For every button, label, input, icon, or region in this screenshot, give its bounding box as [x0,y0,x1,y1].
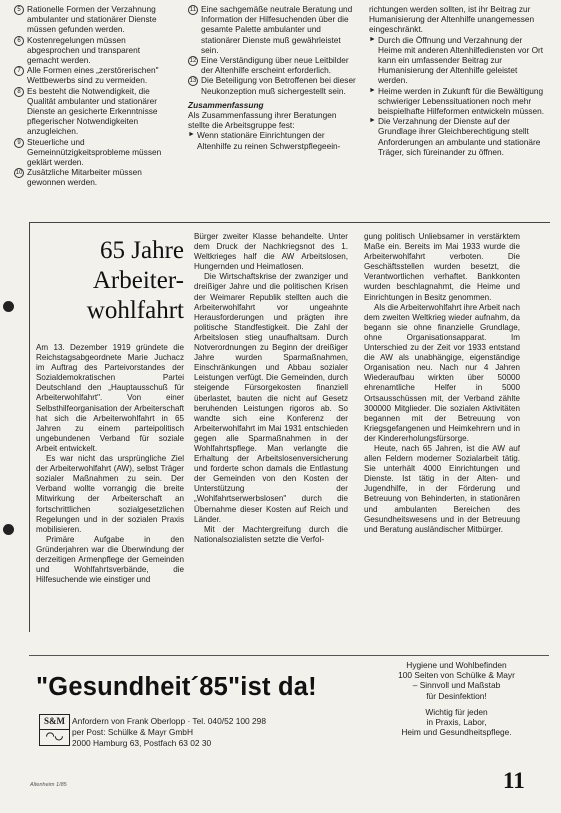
ad-tagline-line: 100 Seiten von Schülke & Mayr [398,670,515,681]
ad-tagline-line: Heim und Gesundheitspflege. [401,727,512,738]
article-title: 65 Jahre Arbeiter- wohlfahrt [86,237,184,324]
ad-tagline-line: Hygiene und Wohlbefinden [406,660,507,670]
item-text: Eine Verständigung über neue Leitbilder der Altenhilfe erscheint erforderlich. [201,55,349,76]
item-text: Die Beteiligung von Betroffenen bei dieser Neukonzeption muß sichergestellt sein. [201,75,356,96]
top-column-3 [369,4,545,157]
numbered-item [188,4,356,55]
top-column-1 [14,4,172,188]
arrow-item: ► Heime werden in Zukunft für die Bewältigung schwieriger Lebenssituationen noch mehr beispielhafte Hilfeformen entwickeln müssen. [369,86,545,117]
col3-lead: richtungen werden sollten, ist ihr Beitrag zur Humanisierung der Altenhilfe unangemessen eingeschränkt. [369,4,535,35]
numbered-item [14,137,172,168]
item-number-badge: 6 [14,36,24,46]
article-column-3 [364,232,520,535]
ad-tagline-line: Wichtig für jeden [425,706,488,717]
numbered-item [14,86,172,137]
item-number-badge: 8 [14,87,24,97]
item-number-badge: 9 [14,138,24,148]
article-paragraph: gung politisch Unliebsamer in verstärktem Maße ein. Bereits im Mai 1933 wurde die Arbeiterwohlfahrt verboten. Die Geschäftsstellen wurden besetzt, die Verantwortlichen verhaftet. Bankkonten wurden beschlagnahmt, die Heime und Einrichtungen in Besitz genommen. [364,232,520,302]
item-text: Es besteht die Notwendigkeit, die Qualität ambulanter und stationärer Dienste an gesicherte Erkenntnisse pflegerischer Notwendigkeiten anzugleichen. [27,85,158,137]
punch-hole [3,301,14,312]
summary-intro: Als Zusammenfassung ihrer Beratungen stellte die Arbeitsgruppe fest: [188,110,337,131]
article-paragraph: Bürger zweiter Klasse behandelte. Unter dem Druck der Nachkriegsnot des 1. Weltkrieges half die AW Arbeitslosen, Hungernden und Heimatlosen. [194,232,348,272]
article-paragraph: Die Wirtschaftskrise der zwanziger und dreißiger Jahre und die politischen Krisen der Weimarer Republik stellten auch die Arbeiterwohlfahrt vor ungeahnte Herausforderungen und prägten ihre politische Standfestigkeit. Die Zahl der Arbeitslosen stieg unaufhaltsam. Durch Notverordnungen zu Beginn der dreißiger Jahre wurden Sparmaßnahmen, Einschränkungen und Abbau sozialer Leistungen verfügt. Die Gemeinden, durch steigende Fürsorgekosten finanziell überlastet, bauten die nicht auf Gesetz beruhenden Leistungen rigoros ab. So wandte sich eine Konferenz der Arbeiterwohlfahrt im Mai 1931 entschieden gegen alle Sparmaßnahmen in der Wohlfahrtspflege. Man verlangte die Erhaltung der Arbeitslosenversicherung und forderte schon damals die Entlastung der Gemeinden von den Kosten der Unterstützung der „Wohlfahrtserwerbslosen" durch die Übernahme dieser Kosten auf Reich und Länder. [194,272,348,524]
numbered-item [188,75,356,95]
item-text: Eine sachgemäße neutrale Beratung und Information der Hilfesuchenden über die gesamte Palette ambulanter und stationärer Dienste muß gewährleistet sein. [201,4,353,55]
ad-tagline [369,660,544,737]
top-column-2 [188,4,356,151]
ad-tagline-line: – Sinnvoll und Maßstab [412,680,501,691]
numbered-item [14,167,172,187]
schuelke-mayr-logo: S&M ◠◡ [39,714,70,746]
arrow-item: ► Durch die Öffnung und Verzahnung der Heime mit anderen Altenhilfediensten vor Ort kann ein umfassender Beitrag zur Humanisierung der Altenhilfe geleistet werden. [369,35,545,86]
ad-contact [72,716,266,748]
punch-hole [3,524,14,535]
numbered-item [14,65,172,85]
item-text: Kostenregelungen müssen abgesprochen und transparent gemacht werden. [27,34,141,66]
item-number-badge: 12 [189,58,197,65]
ad-headline: "Gesundheit´85"ist da! [36,673,317,701]
ad-tagline-line: für Desinfektion! [426,690,487,701]
item-text: Rationelle Formen der Verzahnung ambulanter und stationärer Dienste müssen gefunden werden. [27,4,157,35]
item-text: Alle Formen eines „zerstörerischen" Wettbewerbs sind zu vermeiden. [27,65,159,86]
article-column-1 [36,343,184,585]
numbered-item [14,35,172,66]
item-number-badge: 5 [14,5,24,15]
article-paragraph: Mit der Machtergreifung durch die Nationalsozialisten setzte die Verfol- [194,524,348,544]
numbered-item [188,55,356,75]
ad-contact-line: Anfordern von Frank Oberlopp · Tel. 040/52 100 298 [72,716,266,726]
article-paragraph: Primäre Aufgabe in den Gründerjahren war die Überwindung der derzeitigen Armenpflege der Gemeinden und Wohlfahrtsverbände, die Hilfesuchende wie einstiger und [36,534,184,585]
logo-mark-icon: ◠◡ [45,731,64,742]
article-paragraph: Es war nicht das ursprüngliche Ziel der Arbeiterwohlfahrt (AW), selbst Träger sozialer Maßnahmen zu sein. Der Verband wollte vorrangig die breite Mitwirkung der Arbeiterschaft an fortschrittlichen sozialgesetzlichen Regelungen und in der sozialen Praxis mobilisieren. [36,454,184,534]
item-number-badge: 7 [14,66,24,76]
footer-issue: Altenheim 1/85 [30,782,67,788]
summary-subhead: Zusammenfassung [188,99,264,110]
ad-tagline-line: in Praxis, Labor, [426,717,487,728]
numbered-item [14,4,172,35]
item-text: Zusätzliche Mitarbeiter müssen gewonnen werden. [27,167,142,188]
item-text: Steuerliche und Gemeinnützigkeitsprobleme müssen geklärt werden. [27,136,162,168]
item-number-badge: 10 [15,170,23,177]
item-number-badge: 13 [189,78,197,85]
arrow-item: ► Die Verzahnung der Dienste auf der Grundlage ihrer Gleichberechtigung stellt Anforderungen an ambulante und stationäre Träger, sich füreinander zu öffnen. [369,116,545,157]
page-number: 11 [503,768,525,793]
article-paragraph: Heute, nach 65 Jahren, ist die AW auf allen Feldern moderner Sozialarbeit tätig. Sie unterhält 4000 Einrichtungen und Dienste. Ist tätig in der Alten- und Jugendhilfe, in der Förderung und Betreuung von Behinderten, in stationären und ambulanten Bereichen des Gesundheitswesens und in der Betreuung und Beratung ausländischer Mitbürger. [364,443,520,534]
item-number-badge: 11 [189,7,197,13]
ad-contact-line: 2000 Hamburg 63, Postfach 63 02 30 [72,737,212,748]
article-column-2 [194,232,348,545]
article-paragraph: Als die Arbeiterwohlfahrt ihre Arbeit nach dem zweiten Weltkrieg wieder aufnahm, da begann sie ohne finanzielle Grundlage, ohne Organisationsapparat. Im Unterschied zu der Zeit vor 1933 entstand die AW als unabhängige, eigenständige Organisation neu. Nach nur 4 Jahren Wiederaufbau wirkten über 50000 ehrenamtliche Helfer in 5000 Ortsausschüssen mit, der Verband zählte 300000 Mitglieder. Die sozialen Aktivitäten begannen mit der Betreuung von Kriegsgefangenen und Heimkehrern und in der Kindererholungsfürsorge. [364,302,520,443]
summary-arrow-item: ► Wenn stationäre Einrichtungen der Altenhilfe zu reinen Schwerstpflegeein- [188,130,356,150]
article-paragraph: Am 13. Dezember 1919 gründete die Reichstagsabgeordnete Marie Juchacz im Auftrag des Parteivorstandes der Sozialdemokratischen Partei Deutschland den „Hauptausschuß für Arbeiterwohlfahrt". Von einer Selbsthilfeorganisation der Arbeiterschaft hat sich die Arbeiterwohlfahrt in 65 Jahren zu einem parteipolitisch ungebundenen Verband für soziale Arbeit entwickelt. [36,343,184,453]
ad-contact-line: per Post: Schülke & Mayr GmbH [72,726,194,737]
